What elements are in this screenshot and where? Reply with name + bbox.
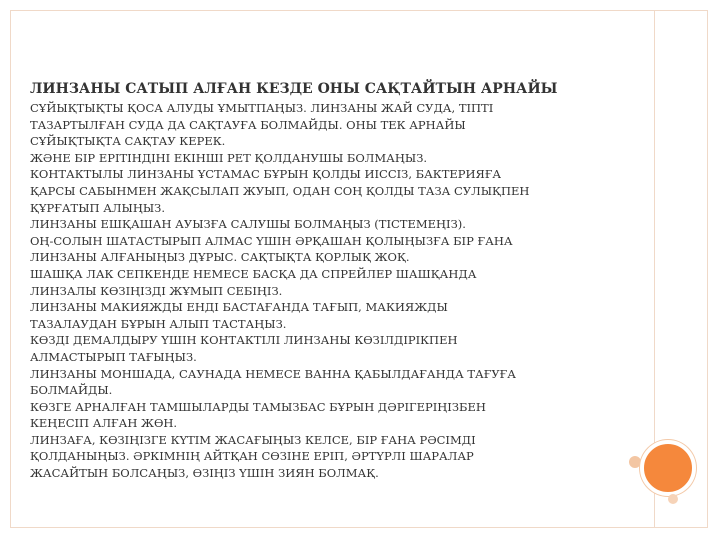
text-line: ШАШҚА ЛАК СЕПКЕНДЕ НЕМЕСЕ БАСҚА ДА СПРЕЙЛЕР ШАШҚАНДА [30,266,477,281]
text-line: ТАЗАЛАУДАН БҰРЫН АЛЫП ТАСТАҢЫЗ. [30,316,287,331]
text-line: КӨЗГЕ АРНАЛҒАН ТАМШЫЛАРДЫ ТАМЫЗБАС БҰРЫН ДӘРІГЕРІҢІЗБЕН [30,399,486,414]
text-line: ЖАСАЙТЫН БОЛСАҢЫЗ, ӨЗІҢІЗ ҮШІН ЗИЯН БОЛМАҚ. [30,466,379,481]
text-line: ЛИНЗАНЫ МАКИЯЖДЫ ЕНДІ БАСТАҒАНДА ТАҒЫП, МАКИЯЖДЫ [30,300,448,315]
text-line: БОЛМАЙДЫ. [30,383,113,398]
slide-content [30,80,630,482]
text-line: ЖӘНЕ БІР ЕРІТІНДІНІ ЕКІНШІ РЕТ ҚОЛДАНУШЫ БОЛМАҢЫЗ. [30,150,428,165]
text-line: СҰЙЫҚТЫҚТА САҚТАУ КЕРЕК. [30,134,226,149]
text-line: ЛИНЗАНЫ ЕШҚАШАН АУЫЗҒА САЛУШЫ БОЛМАҢЫЗ (ТІСТЕМЕҢІЗ). [30,217,466,232]
text-line: КЕҢЕСІП АЛҒАН ЖӨН. [30,416,178,431]
text-line: ҚАРСЫ САБЫНМЕН ЖАҚСЫЛАП ЖУЫП, ОДАН СОҢ ҚОЛДЫ ТАЗА СУЛЫҚПЕН [30,183,530,198]
text-line: КОНТАКТЫЛЫ ЛИНЗАНЫ ҰСТАМАС БҰРЫН ҚОЛДЫ ИІССІЗ, БАКТЕРИЯҒА [30,167,502,182]
text-line: ҚОЛДАНЫҢЫЗ. ӘРКІМНІҢ АЙТҚАН СӨЗІНЕ ЕРІП, ӘРТҮРЛІ ШАРАЛАР [30,449,474,464]
text-line: ТАЗАРТЫЛҒАН СУДА ДА САҚТАУҒА БОЛМАЙДЫ. ОНЫ ТЕК АРНАЙЫ [30,117,466,132]
text-line: ЛИНЗАЛЫ КӨЗІҢІЗДІ ЖҰМЫП СЕБІҢІЗ. [30,283,283,298]
text-line: АЛМАСТЫРЫП ТАҒЫҢЫЗ. [30,349,197,364]
text-line: ОҢ-СОЛЫН ШАТАСТЫРЫП АЛМАС ҮШІН ӘРҚАШАН ҚОЛЫҢЫЗҒА БІР ҒАНА [30,233,513,248]
text-line: ЛИНЗАНЫ МОНШАДА, САУНАДА НЕМЕСЕ ВАННА ҚАБЫЛДАҒАНДА ТАҒУҒА [30,366,516,381]
text-line: ЛИНЗАҒА, КӨЗІҢІЗГЕ КҮТІМ ЖАСАҒЫҢЫЗ КЕЛСЕ, БІР ҒАНА РӘСІМДІ [30,432,476,447]
slide-title: ЛИНЗАНЫ САТЫП АЛҒАН КЕЗДЕ ОНЫ САҚТАЙТЫН АРНАЙЫ [30,81,558,97]
decorative-small-circle [668,494,678,504]
text-line: КӨЗДІ ДЕМАЛДЫРУ ҮШІН КОНТАКТІЛІ ЛИНЗАНЫ КӨЗІЛДІРІКПЕН [30,333,458,348]
text-line: ЛИНЗАНЫ АЛҒАНЫҢЫЗ ДҰРЫС. САҚТЫҚТА ҚОРЛЫҚ ЖОҚ. [30,250,410,265]
text-line: СҰЙЫҚТЫҚТЫ ҚОСА АЛУДЫ ҰМЫТПАҢЫЗ. ЛИНЗАНЫ ЖАЙ СУДА, ТІПТІ [30,101,494,115]
text-line: ҚҰРҒАТЫП АЛЫҢЫЗ. [30,200,166,215]
decorative-orange-circle [640,440,696,496]
